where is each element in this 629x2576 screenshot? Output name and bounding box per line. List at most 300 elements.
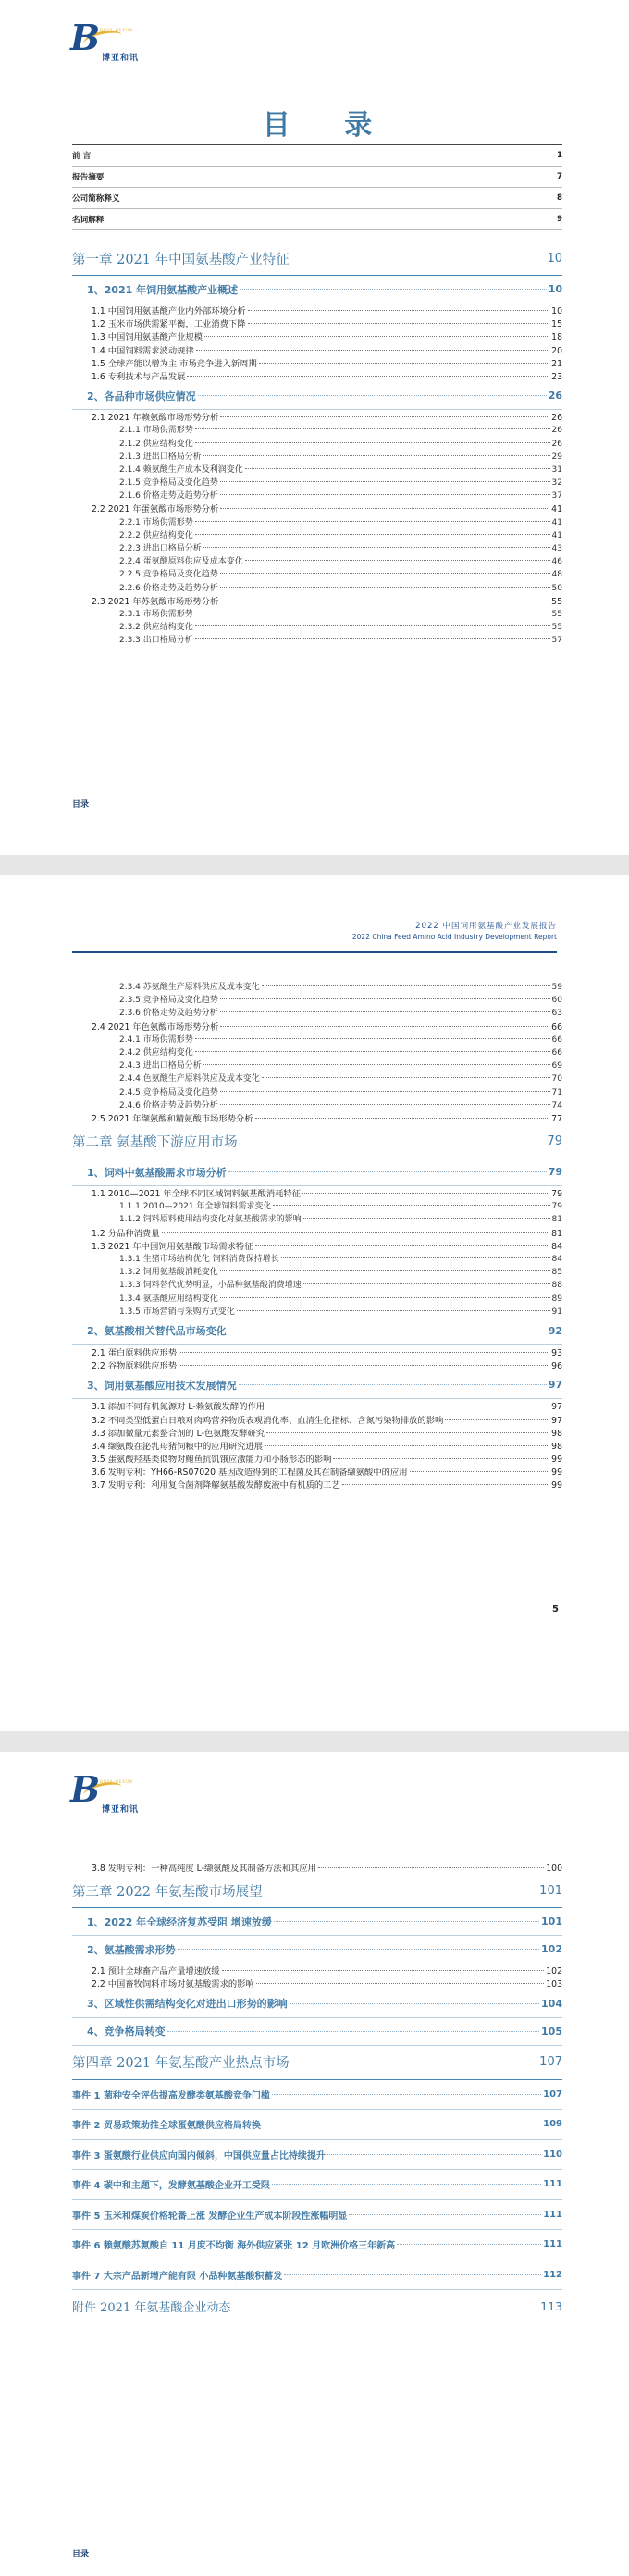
toc-entry-sub[interactable] — [72, 1452, 562, 1465]
toc-entry-subsub[interactable] — [72, 1098, 562, 1111]
toc-entry-subsub[interactable] — [72, 1265, 562, 1278]
toc-entry-title: 2.4.3 进出口格局分析 — [119, 1061, 202, 1071]
toc-entry-page: 104 — [541, 1997, 562, 2010]
toc-entry-sec[interactable] — [72, 1936, 562, 1963]
dot-leader — [198, 395, 547, 396]
dot-leader — [220, 1011, 550, 1012]
toc-entry-page: 113 — [540, 2298, 562, 2313]
toc-entry-sub[interactable] — [72, 1439, 562, 1452]
toc-entry-subsub[interactable] — [72, 1046, 562, 1059]
toc-entry-sub[interactable] — [72, 1861, 562, 1874]
dot-leader — [195, 534, 550, 535]
toc-entry-title: 事件 6 赖氨酸苏氨酸自 11 月度不均衡 海外供应紧张 12 月欧洲价格三年新高 — [72, 2241, 396, 2252]
toc-entry-title: 3.1 添加不同有机氮源对 L-赖氨酸发酵的作用 — [92, 1402, 265, 1413]
toc-entry-title: 2.2 中国畜牧饲料市场对氨基酸需求的影响 — [92, 1979, 254, 1990]
toc-entry-page: 10 — [548, 283, 562, 295]
dot-leader — [220, 1026, 549, 1027]
toc-entry-page: 103 — [546, 1979, 562, 1990]
toc-entry-page: 29 — [551, 452, 562, 462]
logo-tagline: BOYA·HEXUN — [100, 28, 133, 32]
dot-leader — [162, 1232, 550, 1233]
toc-entry-page: 79 — [551, 1202, 562, 1212]
toc-entry-page: 81 — [551, 1228, 562, 1239]
toc-entry-title: 事件 5 玉米和煤炭价格轮番上涨 发酵企业生产成本阶段性涨幅明显 — [72, 2211, 348, 2222]
toc-entry-page: 77 — [551, 1113, 562, 1124]
toc-entry-title: 2.3.1 市场供需形势 — [119, 609, 193, 619]
toc-entry-sub[interactable] — [72, 1239, 562, 1252]
dot-leader — [220, 481, 550, 482]
toc-entry-subsub[interactable] — [72, 463, 562, 476]
toc-entry-page: 79 — [547, 1133, 562, 1148]
toc-entry-page: 91 — [551, 1307, 562, 1317]
toc-entry-title: 附件 2021 年氨基酸企业动态 — [72, 2300, 231, 2315]
toc-entry-page: 8 — [557, 193, 562, 203]
toc-entry-subsub[interactable] — [72, 993, 562, 1006]
toc-entry-title: 2.2 2021 年蛋氨酸市场形势分析 — [92, 504, 219, 515]
toc-entry-page: 97 — [551, 1402, 562, 1413]
toc-entry-subsub[interactable] — [72, 437, 562, 450]
running-header-zh: 2022 中国饲用氨基酸产业发展报告 — [415, 922, 557, 931]
toc-entry-sub[interactable] — [72, 1465, 562, 1478]
toc-entry-page: 59 — [551, 983, 562, 992]
toc-entry-subsub[interactable] — [72, 1305, 562, 1318]
toc-entry-subsub[interactable] — [72, 607, 562, 620]
toc-entry-title: 2.5 2021 年缬氨酸和精氨酸市场形势分析 — [92, 1113, 253, 1124]
toc-entry-title: 2.3.6 价格走势及趋势分析 — [119, 1009, 218, 1019]
toc-entry-page: 93 — [551, 1347, 562, 1358]
toc-entry-page: 74 — [551, 1100, 562, 1110]
toc-entry-event[interactable] — [72, 2140, 562, 2171]
toc-entry-page: 100 — [546, 1864, 562, 1874]
toc-entry-page: 21 — [551, 358, 562, 369]
toc-entry-sub[interactable] — [72, 343, 562, 356]
dot-leader — [220, 1270, 550, 1271]
dot-leader — [266, 1432, 549, 1433]
toc-entry-subsub[interactable] — [72, 581, 562, 594]
toc-entry-sub[interactable] — [72, 502, 562, 514]
toc-entry-title: 公司简称释义 — [72, 194, 120, 204]
dot-leader — [222, 1970, 545, 1971]
dot-leader — [262, 1077, 550, 1078]
toc-entry-subsub[interactable] — [72, 1071, 562, 1084]
dot-leader — [178, 1949, 539, 1950]
dot-leader — [179, 1352, 549, 1353]
dot-leader — [272, 2184, 541, 2185]
toc-entry-sub[interactable] — [72, 1186, 562, 1199]
toc-entry-title: 1、2021 年饲用氨基酸产业概述 — [87, 283, 239, 296]
toc-entry-page: 79 — [548, 1166, 562, 1179]
dot-leader — [410, 1471, 550, 1472]
toc-entry-title: 2.2.4 蛋氨酸原料供应及成本变化 — [119, 557, 243, 567]
toc-entry-sub[interactable] — [72, 303, 562, 316]
toc-entry-sub[interactable] — [72, 1226, 562, 1239]
dot-leader — [195, 521, 550, 522]
toc-entry-title: 2.4.5 竞争格局及变化趋势 — [119, 1087, 218, 1097]
toc-entry-sec[interactable] — [72, 1990, 562, 2018]
toc-entry-page: 84 — [551, 1241, 562, 1252]
dot-leader — [220, 1297, 550, 1298]
toc-entry-page: 99 — [551, 1480, 562, 1492]
dot-leader — [245, 468, 550, 469]
toc-entry-sub[interactable] — [72, 410, 562, 423]
toc-entry-title: 2.4 2021 年色氨酸市场形势分析 — [92, 1022, 219, 1033]
toc-entry-page: 46 — [551, 557, 562, 567]
toc-entry-page: 60 — [551, 996, 562, 1006]
toc-title: 目 录 — [262, 109, 395, 142]
front-matter-list — [72, 144, 562, 230]
toc-entry-page: 99 — [551, 1455, 562, 1466]
toc-entry-page: 111 — [543, 2239, 562, 2250]
dot-leader — [255, 1245, 550, 1246]
toc-entry-title: 3.3 添加微量元素螯合剂的 L-色氨酸发酵研究 — [92, 1428, 265, 1439]
toc-entry-subsub[interactable] — [72, 633, 562, 646]
toc-entry-sec[interactable] — [72, 1318, 562, 1345]
toc-entry-title: 2.4.2 供应结构变化 — [119, 1047, 193, 1058]
toc-entry-page: 107 — [539, 2055, 562, 2070]
toc-entry-sec[interactable] — [72, 276, 562, 303]
toc-entry-subsub[interactable] — [72, 1033, 562, 1046]
toc-entry-title: 1.3.2 饲用氨基酸消耗变化 — [119, 1268, 218, 1278]
dot-leader — [179, 1365, 549, 1366]
dot-leader — [228, 1171, 547, 1172]
toc-entry-event[interactable] — [72, 2080, 562, 2111]
toc-entry-title: 1.4 中国饲料需求波动规律 — [92, 345, 194, 356]
toc-entry-page: 97 — [551, 1415, 562, 1426]
dot-leader — [220, 416, 549, 417]
toc-entry-title: 2.3.3 出口格局分析 — [119, 636, 193, 646]
dot-leader — [273, 1205, 549, 1206]
toc-entry-chapter[interactable] — [72, 1874, 562, 1908]
toc-entry-title: 2.2 谷物原料供应形势 — [92, 1361, 178, 1372]
toc-entry-page: 85 — [551, 1268, 562, 1278]
toc-entry-subsub[interactable] — [72, 980, 562, 993]
toc-entry-title: 1.1 2010—2021 年全球不同区域饲料氨基酸消耗特征 — [92, 1189, 302, 1200]
dot-leader — [204, 455, 550, 456]
dot-leader — [259, 363, 549, 364]
logo-mark-icon: B — [70, 1768, 101, 1810]
toc-entry-page: 7 — [557, 172, 562, 181]
toc-entry-title: 1.1.1 2010—2021 年全球饲料需求变化 — [119, 1202, 272, 1212]
toc-entry-page: 41 — [551, 517, 562, 527]
dot-leader — [255, 1118, 550, 1119]
toc-entry-title: 1.3.1 生猪市场结构优化 饲料消费保持增长 — [119, 1255, 279, 1264]
toc-entry-page: 102 — [541, 1943, 562, 1956]
dot-leader — [195, 1051, 550, 1052]
footer-label: 目录 — [72, 2550, 90, 2559]
toc-entry-page: 18 — [551, 332, 562, 343]
dot-leader — [240, 289, 547, 290]
toc-entry-title: 3、饲用氨基酸应用技术发展情况 — [87, 1379, 237, 1392]
toc-entry-title: 2.1.5 竞争格局及变化趋势 — [119, 478, 218, 489]
dot-leader — [187, 376, 549, 377]
dot-leader — [220, 573, 550, 574]
toc-entry-title: 2.3.4 苏氨酸生产原料供应及成本变化 — [119, 983, 260, 992]
toc-entry-page: 99 — [551, 1468, 562, 1479]
toc-entry-page: 32 — [551, 478, 562, 489]
dot-leader — [262, 985, 550, 986]
toc-entry-subsub[interactable] — [72, 450, 562, 463]
toc-entry-subsub[interactable] — [72, 423, 562, 436]
dot-leader — [248, 310, 550, 311]
toc-entry-title: 2.1.6 价格走势及趋势分析 — [119, 491, 218, 502]
dot-leader — [220, 1091, 550, 1092]
toc-entry-title: 2.1 2021 年赖氨酸市场形势分析 — [92, 413, 219, 424]
toc-entry-title: 2.3.5 竞争格局及变化趋势 — [119, 996, 218, 1006]
toc-entry-title: 1.3.5 市场营销与采购方式变化 — [119, 1307, 235, 1317]
running-header-en: 2022 China Feed Amino Acid Industry Development Report — [352, 933, 557, 941]
dot-leader — [167, 2031, 539, 2032]
toc-entry-title: 2、各品种市场供应情况 — [87, 390, 196, 402]
toc-entry-title: 2.1.3 进出口格局分析 — [119, 452, 202, 462]
toc-entry-title: 1、2022 年全球经济复苏受阻 增速放缓 — [87, 1915, 272, 1928]
toc-entry-title: 2.1.4 赖氨酸生产成本及利润变化 — [119, 464, 243, 475]
toc-entry-subsub[interactable] — [72, 528, 562, 541]
toc-page-3 — [0, 1752, 629, 2576]
toc-entry-page: 88 — [551, 1281, 562, 1291]
toc-entry-title: 3.4 缬氨酸在泌乳母猪饲粮中的应用研究进展 — [92, 1441, 264, 1452]
toc-entry-front first[interactable] — [72, 144, 562, 167]
toc-entry-sub[interactable] — [72, 1426, 562, 1439]
toc-entry-page: 101 — [541, 1915, 562, 1928]
toc-entry-sub[interactable] — [72, 1478, 562, 1491]
toc-entry-front[interactable] — [72, 209, 562, 230]
dot-leader — [220, 1104, 550, 1105]
toc-entry-sub[interactable] — [72, 1345, 562, 1358]
dot-leader — [195, 638, 550, 639]
toc-entry-title: 事件 3 蛋氨酸行业供应向国内倾斜，中国供应量占比持续提升 — [72, 2150, 326, 2161]
dot-leader — [284, 2274, 541, 2275]
toc-entry-appendix[interactable] — [72, 2290, 562, 2322]
toc-entry-page: 69 — [551, 1061, 562, 1071]
toc-entry-subsub[interactable] — [72, 1059, 562, 1071]
toc-entry-page: 112 — [543, 2269, 562, 2280]
toc-entry-title: 2.4.1 市场供需形势 — [119, 1034, 193, 1045]
toc-entry-chapter[interactable] — [72, 1124, 562, 1158]
toc-entry-page: 10 — [551, 306, 562, 316]
toc-entry-page: 63 — [551, 1009, 562, 1019]
toc-entry-page: 55 — [551, 623, 562, 633]
dot-leader — [303, 1218, 550, 1219]
toc-entry-title: 2.2.6 价格走势及趋势分析 — [119, 583, 218, 593]
toc-entry-sub[interactable] — [72, 1413, 562, 1426]
toc-entry-sub[interactable] — [72, 1399, 562, 1412]
toc-entry-title: 2.1 预计全球畜产品产量增速放缓 — [92, 1966, 220, 1977]
toc-entry-title: 2.3 2021 年苏氨酸市场形势分析 — [92, 596, 219, 607]
toc-entry-page: 98 — [551, 1441, 562, 1452]
toc-entry-page: 101 — [539, 1883, 562, 1898]
running-header — [352, 920, 557, 941]
toc-entry-page: 92 — [548, 1324, 562, 1337]
dot-leader — [220, 998, 550, 999]
dot-leader — [303, 1283, 550, 1284]
toc-entry-chapter[interactable] — [72, 242, 562, 276]
dot-leader — [195, 1038, 550, 1039]
dot-leader — [274, 1921, 539, 1922]
toc-entry-page: 105 — [541, 2025, 562, 2037]
toc-entry-page: 111 — [543, 2209, 562, 2220]
dot-leader — [248, 323, 550, 324]
toc-entry-front[interactable] — [72, 167, 562, 188]
toc-entry-event[interactable] — [72, 2230, 562, 2260]
toc-entry-title: 2.1.2 供应结构变化 — [119, 439, 193, 449]
toc-entry-title: 3.2 不同类型低蛋白日粮对肉鸡营养物质表观消化率、血清生化指标、含氮污染物排放的影响 — [92, 1415, 444, 1426]
toc-entry-page: 55 — [551, 596, 562, 607]
toc-entry-title: 事件 4 碳中和主题下，发酵氨基酸企业开工受限 — [72, 2181, 270, 2192]
toc-entry-page: 1 — [557, 151, 562, 160]
dot-leader — [195, 428, 550, 429]
toc-entry-page: 41 — [551, 530, 562, 540]
toc-entry-title: 事件 7 大宗产品新增产能有限 小品种氨基酸积蓄发 — [72, 2271, 283, 2282]
toc-entry-subsub[interactable] — [72, 1085, 562, 1098]
toc-page-2 — [0, 875, 629, 1731]
toc-entry-sec[interactable] — [72, 1908, 562, 1936]
toc-entry-title: 第四章 2021 年氨基酸产业热点市场 — [72, 2056, 290, 2072]
toc-entry-title: 事件 2 贸易政策助推全球蛋氨酸供应格局转换 — [72, 2121, 261, 2132]
toc-entry-subsub[interactable] — [72, 554, 562, 567]
toc-entry-sub[interactable] — [72, 1976, 562, 1989]
logo-name: 博亚和讯 — [102, 54, 140, 63]
toc-entry-event[interactable] — [72, 2170, 562, 2200]
toc-entry-subsub[interactable] — [72, 1212, 562, 1225]
toc-entry-title: 报告摘要 — [72, 173, 105, 182]
toc-entry-page: 41 — [551, 504, 562, 515]
dot-leader — [220, 587, 550, 588]
toc-entry-title: 1.2 分品种消费量 — [92, 1228, 160, 1239]
toc-entry-title: 第三章 2022 年氨基酸市场展望 — [72, 1884, 263, 1900]
toc-entry-page: 55 — [551, 609, 562, 619]
toc-entry-title: 3.8 发明专利：一种高纯度 L-缬氨酸及其制备方法和其应用 — [92, 1864, 316, 1874]
toc-entry-page: 10 — [547, 251, 562, 266]
dot-leader — [302, 1193, 549, 1194]
toc-entry-page: 89 — [551, 1294, 562, 1304]
toc-entry-page: 66 — [551, 1034, 562, 1045]
toc-entry-sub[interactable] — [72, 1358, 562, 1371]
toc-entry-page: 70 — [551, 1074, 562, 1084]
toc-entry-sub[interactable] — [72, 369, 562, 382]
toc-entry-title: 1.5 全球产能以增为主 市场竞争进入新周期 — [92, 358, 257, 369]
toc-entry-sec[interactable] — [72, 382, 562, 410]
dot-leader — [239, 1384, 547, 1385]
toc-entry-subsub[interactable] — [72, 1292, 562, 1305]
toc-front — [72, 102, 562, 142]
toc-entry-front[interactable] — [72, 188, 562, 209]
toc-entry-sub[interactable] — [72, 316, 562, 329]
toc-entry-title: 2.4.4 色氨酸生产原料供应及成本变化 — [119, 1074, 260, 1084]
toc-entry-title: 2.1 蛋白原料供应形势 — [92, 1347, 178, 1358]
dot-leader — [290, 2003, 539, 2004]
toc-entry-subsub[interactable] — [72, 567, 562, 580]
toc-entry-sub[interactable] — [72, 1020, 562, 1033]
toc-entry-page: 20 — [551, 345, 562, 356]
toc-entry-title: 2.2.5 竞争格局及变化趋势 — [119, 570, 218, 580]
dot-leader — [220, 508, 549, 509]
toc-entry-subsub[interactable] — [72, 1252, 562, 1265]
dot-leader — [256, 1983, 544, 1984]
toc-entry-page: 110 — [543, 2149, 562, 2160]
toc-entry-page: 50 — [551, 583, 562, 593]
dot-leader — [272, 2094, 541, 2095]
dot-leader — [220, 494, 550, 495]
dot-leader — [318, 1867, 544, 1868]
toc-entry-subsub[interactable] — [72, 515, 562, 528]
dot-leader — [204, 1064, 550, 1065]
dot-leader — [265, 1445, 549, 1446]
toc-entry-page: 15 — [551, 319, 562, 330]
toc-entry-page: 84 — [551, 1255, 562, 1264]
dot-leader — [245, 560, 550, 561]
toc-entry-subsub[interactable] — [72, 476, 562, 489]
toc-list-page-3 — [72, 1861, 562, 2322]
dot-leader — [237, 1310, 550, 1311]
toc-entry-sec[interactable] — [72, 2018, 562, 2046]
toc-entry-title: 2.1.1 市场供需形势 — [119, 426, 193, 436]
toc-entry-page: 102 — [546, 1966, 562, 1977]
logo-name: 博亚和讯 — [102, 1805, 140, 1814]
toc-entry-subsub[interactable] — [72, 1006, 562, 1019]
toc-entry-sec[interactable] — [72, 1371, 562, 1399]
toc-page-1 — [0, 0, 629, 855]
dot-leader — [445, 1419, 549, 1420]
toc-entry-title: 1.2 玉米市场供需紧平衡，工业消费下降 — [92, 319, 246, 330]
toc-entry-title: 1.1.2 饲料原料使用结构变化对氨基酸需求的影响 — [119, 1215, 302, 1225]
toc-entry-page: 9 — [557, 215, 562, 224]
toc-entry-subsub[interactable] — [72, 489, 562, 502]
toc-entry-title: 1.3 中国饲用氨基酸产业规模 — [92, 332, 204, 343]
dot-leader — [281, 1257, 550, 1258]
toc-entry-sub[interactable] — [72, 594, 562, 607]
toc-entry-subsub[interactable] — [72, 1278, 562, 1291]
toc-entry-page: 111 — [543, 2179, 562, 2190]
toc-entry-sub[interactable] — [72, 329, 562, 342]
toc-entry-title: 第一章 2021 年中国氨基酸产业特征 — [72, 252, 290, 267]
toc-entry-event[interactable] — [72, 2260, 562, 2291]
toc-entry-title: 4、竞争格局转变 — [87, 2025, 166, 2038]
toc-entry-page: 43 — [551, 544, 562, 553]
toc-entry-title: 事件 1 菌种安全评估提高发酵类氨基酸竞争门槛 — [72, 2090, 270, 2101]
toc-entry-subsub[interactable] — [72, 620, 562, 633]
dot-leader — [204, 336, 549, 337]
toc-entry-subsub[interactable] — [72, 1199, 562, 1212]
toc-entry-event[interactable] — [72, 2200, 562, 2231]
toc-entry-sub[interactable] — [72, 356, 562, 369]
toc-entry-title: 第二章 氨基酸下游应用市场 — [72, 1134, 238, 1150]
toc-entry-title: 2、氨基酸需求形势 — [87, 1943, 176, 1956]
toc-entry-sub[interactable] — [72, 1963, 562, 1976]
toc-entry-page: 71 — [551, 1087, 562, 1097]
toc-entry-title: 1.6 专利技术与产品发展 — [92, 371, 186, 382]
page-number: 5 — [552, 1604, 559, 1615]
toc-entry-title: 2.3.2 供应结构变化 — [119, 623, 193, 633]
dot-leader — [327, 2154, 541, 2155]
toc-list-page-1 — [72, 242, 562, 647]
toc-entry-subsub[interactable] — [72, 541, 562, 554]
dot-leader — [195, 625, 550, 626]
toc-entry-page: 79 — [551, 1189, 562, 1200]
footer-label: 目录 — [72, 800, 90, 810]
logo-tagline: BOYA·HEXUN — [100, 1779, 133, 1784]
toc-entry-page: 98 — [551, 1428, 562, 1439]
toc-entry-sec[interactable] — [72, 1158, 562, 1186]
toc-entry-title: 3、区域性供需结构变化对进出口形势的影响 — [87, 1998, 288, 2011]
toc-entry-title: 2.2.3 进出口格局分析 — [119, 544, 202, 553]
dot-leader — [342, 1484, 549, 1485]
toc-entry-title: 2.2.2 供应结构变化 — [119, 530, 193, 540]
toc-entry-page: 26 — [551, 426, 562, 436]
toc-entry-event[interactable] — [72, 2110, 562, 2140]
toc-entry-sub[interactable] — [72, 1111, 562, 1124]
toc-entry-title: 1、饲料中氨基酸需求市场分析 — [87, 1166, 227, 1179]
toc-entry-chapter[interactable] — [72, 2046, 562, 2080]
